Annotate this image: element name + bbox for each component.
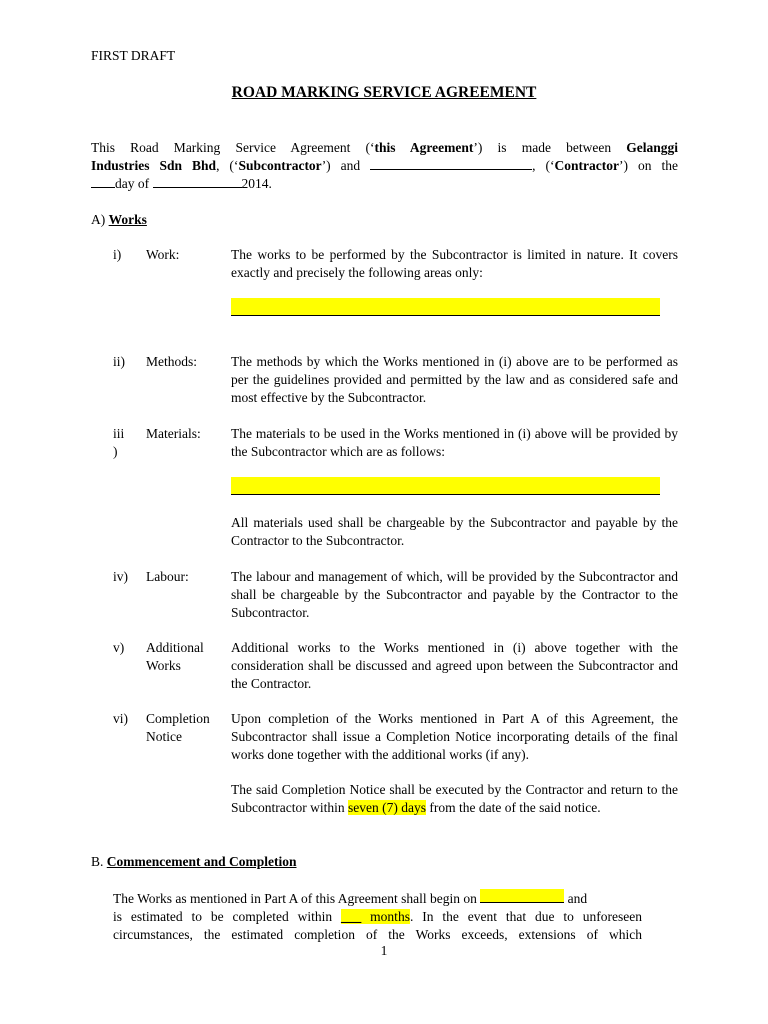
item-text: Upon completion of the Works mentioned in Part A of this Agreement, the Subcontractor shall issue a Completion Notice incorporating details of the final works done together with the additional works (if any).: [231, 711, 678, 762]
item-label: Work:: [146, 247, 180, 262]
item-number: iii ): [113, 426, 125, 459]
item-text: The labour and management of which, will be provided by the Subcontractor and shall be chargeable by the Subcontractor and payable by the Contractor to the Subcontractor.: [231, 569, 678, 620]
draft-label: FIRST DRAFT: [91, 48, 176, 63]
item-text: The said Completion Notice shall be executed by the Contractor and return to the Subcontractor within seven (7) days from the date of the said notice.: [231, 782, 678, 815]
item-label: Completion Notice: [146, 711, 210, 744]
start-date-blank: [480, 889, 564, 903]
item-text: The methods by which the Works mentioned in (i) above are to be performed as per the guidelines provided and permitted by the law and as considered safe and most effective by the Subcontractor.: [231, 354, 678, 405]
document-title: ROAD MARKING SERVICE AGREEMENT: [231, 84, 537, 101]
contractor-name-blank: [370, 157, 532, 170]
item-label: Materials:: [146, 426, 201, 441]
month-blank: [153, 175, 242, 188]
section-a-heading: A) Works: [91, 212, 147, 227]
item-label: Methods:: [146, 354, 198, 369]
item-number: iv): [113, 569, 128, 584]
item-number: i): [113, 247, 122, 262]
intro-paragraph: This Road Marking Service Agreement (‘this Agreement’) is made between Gelanggi Industries Sdn Bhd, (‘Subcontractor’) and , (‘Contractor’) on the day of 2014.: [91, 140, 679, 191]
page-number: 1: [380, 943, 388, 958]
item-number: v): [113, 640, 125, 655]
item-number: vi): [113, 711, 128, 726]
item-text: Additional works to the Works mentioned in (i) above together with the consideration shall be discussed and agreed upon between the Subcontractor and the Contractor.: [231, 640, 678, 691]
item-text: All materials used shall be chargeable by the Subcontractor and payable by the Contractor to the Subcontractor.: [231, 515, 678, 548]
materials-blank: [231, 477, 660, 495]
item-label: Labour:: [146, 569, 189, 584]
works-area-blank: [231, 298, 660, 316]
item-label: Additional Works: [146, 640, 204, 673]
section-b-heading: B. Commencement and Completion: [91, 854, 297, 869]
day-blank: [91, 175, 115, 188]
section-b-paragraph: The Works as mentioned in Part A of this Agreement shall begin on and is estimated to be completed within ___ months. In the event that due to unforeseen circumstances, the estimated completion of the Works exceeds, extensions of which: [113, 891, 642, 942]
item-text: The works to be performed by the Subcontractor is limited in nature. It covers exactly and precisely the following areas only:: [231, 247, 678, 280]
item-text: The materials to be used in the Works mentioned in (i) above will be provided by the Subcontractor which are as follows:: [231, 426, 678, 459]
item-number: ii): [113, 354, 125, 369]
